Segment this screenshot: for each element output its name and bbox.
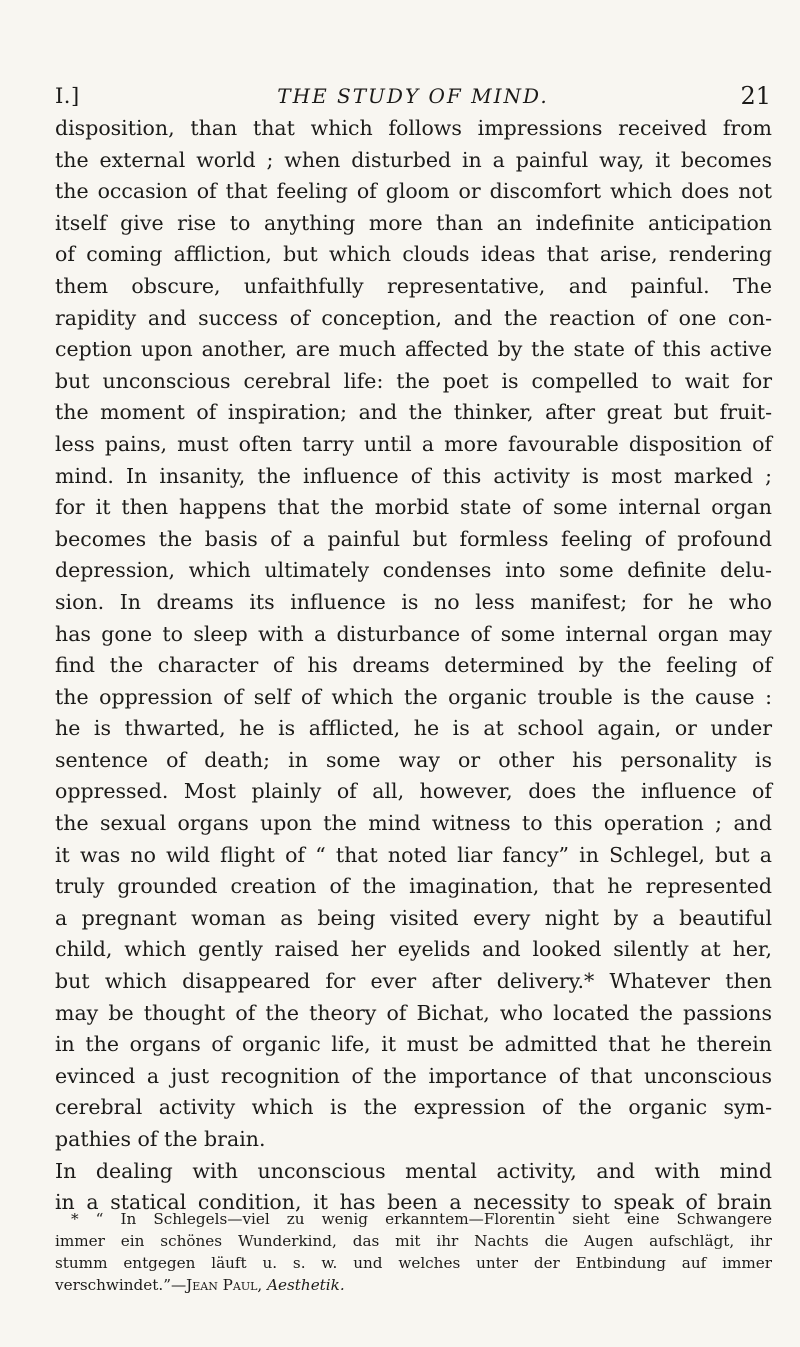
text-line: evinced a just recognition of the importance of that unconscious bbox=[55, 1063, 772, 1088]
text-line: child, which gently raised her eyelids and looked silently at her, bbox=[55, 937, 772, 962]
footnote-line: immer ein schönes Wunderkind, das mit ihr Nachts die Augen aufschlägt, ihr bbox=[55, 1232, 772, 1250]
page-number: 21 bbox=[740, 82, 771, 110]
text-line: becomes the basis of a painful but formless feeling of profound bbox=[55, 526, 772, 551]
text-line: he is thwarted, he is afflicted, he is at school again, or under bbox=[55, 716, 772, 741]
text-line: pathies of the brain. bbox=[55, 1127, 266, 1151]
footnote-line: * “ In Schlegels—viel zu wenig erkanntem—Florentin sieht eine Schwangere bbox=[71, 1210, 772, 1228]
text-line: ception upon another, are much affected by the state of this active bbox=[55, 337, 772, 362]
text-line: less pains, must often tarry until a more favourable disposition of bbox=[55, 431, 772, 456]
text-line: the moment of inspiration; and the thinker, after great but fruit- bbox=[55, 400, 772, 425]
text-line: them obscure, unfaithfully representative, and painful. The bbox=[55, 273, 772, 298]
text-line: in a statical condition, it has been a necessity to speak of brain bbox=[55, 1190, 772, 1215]
footnote-work: Aesthetik. bbox=[267, 1276, 345, 1294]
text-line: sion. In dreams its influence is no less manifest; for he who bbox=[55, 589, 772, 614]
text-line: truly grounded creation of the imagination, that he represented bbox=[55, 874, 772, 899]
text-line: but unconscious cerebral life: the poet is compelled to wait for bbox=[55, 368, 772, 393]
text-line: may be thought of the theory of Bichat, who located the passions bbox=[55, 1000, 772, 1025]
text-line: itself give rise to anything more than an indefinite anticipation bbox=[55, 210, 772, 235]
running-title: THE STUDY OF MIND. bbox=[277, 84, 549, 108]
footnote-author: Jean Paul, bbox=[186, 1276, 263, 1294]
body-text bbox=[55, 113, 772, 1219]
running-head bbox=[55, 70, 771, 110]
footnote-line: stumm entgegen läuft u. s. w. und welches unter der Entbindung auf immer bbox=[55, 1254, 772, 1272]
text-line: the occasion of that feeling of gloom or discomfort which does not bbox=[55, 179, 772, 204]
text-line: but which disappeared for ever after delivery.* Whatever then bbox=[55, 969, 772, 994]
chapter-marker: I.] bbox=[55, 84, 80, 108]
text-line: depression, which ultimately condenses into some definite delu- bbox=[55, 558, 772, 583]
text-line: sentence of death; in some way or other his personality is bbox=[55, 747, 772, 772]
text-line: disposition, than that which follows impressions received from bbox=[55, 116, 772, 140]
text-line: a pregnant woman as being visited every night by a beautiful bbox=[55, 905, 772, 930]
text-line: cerebral activity which is the expression of the organic sym- bbox=[55, 1095, 772, 1120]
footnote bbox=[55, 1208, 772, 1296]
text-line: has gone to sleep with a disturbance of some internal organ may bbox=[55, 621, 772, 646]
text-line: In dealing with unconscious mental activity, and with mind bbox=[55, 1158, 772, 1183]
footnote-line-text: verschwindet.”— bbox=[55, 1276, 187, 1294]
text-line: the external world ; when disturbed in a painful way, it becomes bbox=[55, 147, 772, 172]
text-line: for it then happens that the morbid state of some internal organ bbox=[55, 495, 772, 520]
text-line: in the organs of organic life, it must be admitted that he therein bbox=[55, 1032, 772, 1057]
text-line: the sexual organs upon the mind witness to this operation ; and bbox=[55, 811, 772, 836]
text-line: of coming affliction, but which clouds ideas that arise, rendering bbox=[55, 242, 772, 267]
text-line: mind. In insanity, the influence of this activity is most marked ; bbox=[55, 463, 772, 488]
text-line: oppressed. Most plainly of all, however, does the influence of bbox=[55, 779, 772, 804]
text-line: find the character of his dreams determined by the feeling of bbox=[55, 653, 772, 678]
footnote-citation-line bbox=[55, 1274, 772, 1296]
text-line: it was no wild flight of “ that noted liar fancy” in Schlegel, but a bbox=[55, 842, 772, 867]
text-line: rapidity and success of conception, and the reaction of one con- bbox=[55, 305, 772, 330]
text-line: the oppression of self of which the organic trouble is the cause : bbox=[55, 684, 772, 709]
